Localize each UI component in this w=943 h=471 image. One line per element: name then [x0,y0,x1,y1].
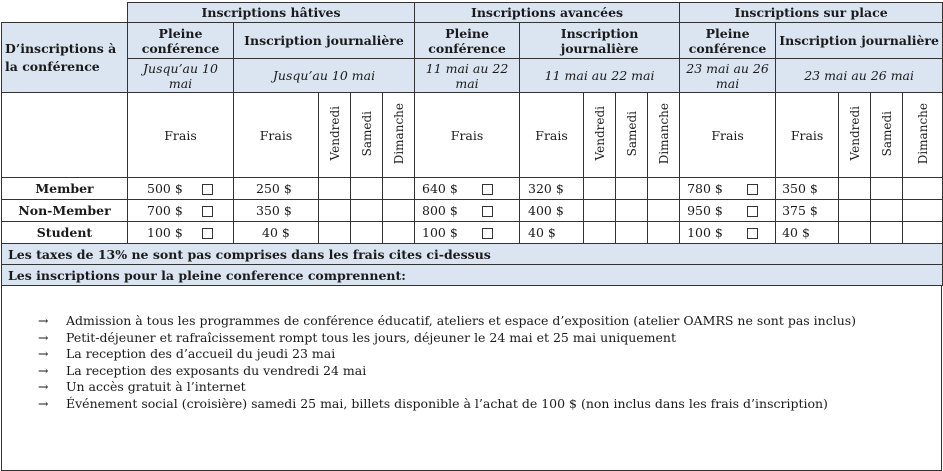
checkbox[interactable] [482,184,493,195]
price-cell: 780 $ [680,178,776,200]
list-item: → Admission à tous les programmes de conférence éducatif, ateliers et espace d’exposition (atelier OAMRS ne sont pas inclus) [38,313,857,328]
list-item: → Événement social (croisière) samedi 25 mai, billets disponible à l’achat de 100 $ (non inclus dans les frais d’inscription) [38,395,828,411]
day-date-onsite: 23 mai au 26 mai [776,59,943,93]
price-cell: 250 $ [234,178,319,200]
table-row [2,200,943,222]
day-cell[interactable] [351,178,383,200]
frais-header: Frais [776,93,839,178]
table-row [2,178,943,200]
day-header-friday: Vendredi [584,93,616,178]
day-cell[interactable] [351,222,383,244]
price-cell: 375 $ [776,200,839,222]
day-cell[interactable] [903,178,943,200]
day-cell[interactable] [648,178,680,200]
day-cell[interactable] [871,222,903,244]
day-date-advanced: 11 mai au 22 mai [520,59,680,93]
full-conference-label-early: Pleine conférence [128,23,234,59]
day-cell[interactable] [319,178,351,200]
price-cell: 40 $ [776,222,839,244]
checkbox[interactable] [747,184,758,195]
day-cell[interactable] [903,222,943,244]
arrow-right-icon: → [38,313,49,328]
list-item: → Un accès gratuit à l’internet [38,379,246,395]
price-cell: 950 $ [680,200,776,222]
group-title-onsite: Inscriptions sur place [680,3,943,23]
day-cell[interactable] [648,222,680,244]
checkbox[interactable] [747,206,758,217]
day-header-saturday: Samedi [351,93,383,178]
registration-fees-document [1,2,942,471]
full-conference-label-onsite: Pleine conférence [680,23,776,59]
full-date-advanced: 11 mai au 22 mai [415,59,520,93]
checkbox[interactable] [482,206,493,217]
day-cell[interactable] [616,178,648,200]
price-cell: 100 $ [415,222,520,244]
table-row [2,222,943,244]
day-registration-label-early: Inscription journalière [234,23,415,59]
includes-title: Les inscriptions pour la pleine conference comprennent: [2,265,943,286]
day-registration-label-onsite: Inscription journalière [776,23,943,59]
registration-fees-table [1,2,943,286]
day-header-sunday: Dimanche [903,93,943,178]
day-cell[interactable] [616,200,648,222]
arrow-right-icon: → [38,362,49,378]
list-item: → La reception des exposants du vendredi 24 mai [38,362,367,378]
tax-note: Les taxes de 13% ne sont pas comprises dans les frais cites ci-dessus [2,244,943,265]
day-cell[interactable] [903,200,943,222]
price-cell: 500 $ [128,178,234,200]
frais-header: Frais [520,93,584,178]
arrow-right-icon: → [38,346,49,362]
checkbox[interactable] [202,184,213,195]
day-cell[interactable] [839,200,871,222]
day-cell[interactable] [839,222,871,244]
day-cell[interactable] [383,178,415,200]
arrow-right-icon: → [38,395,49,411]
row-label-student: Student [2,222,128,244]
row-label-non-member: Non-Member [2,200,128,222]
day-header-saturday: Samedi [871,93,903,178]
day-header-friday: Vendredi [839,93,871,178]
price-cell: 800 $ [415,200,520,222]
day-cell[interactable] [871,178,903,200]
day-registration-label-advanced: Inscription journalière [520,23,680,59]
price-cell: 400 $ [520,200,584,222]
day-cell[interactable] [839,178,871,200]
day-cell[interactable] [383,200,415,222]
row-label-member: Member [2,178,128,200]
day-cell[interactable] [319,200,351,222]
day-cell[interactable] [871,200,903,222]
price-cell: 700 $ [128,200,234,222]
day-header-friday: Vendredi [319,93,351,178]
includes-list [38,313,941,413]
full-date-early: Jusqu’au 10 mai [128,59,234,93]
price-cell: 320 $ [520,178,584,200]
full-date-onsite: 23 mai au 26 mai [680,59,776,93]
day-date-early: Jusqu’au 10 mai [234,59,415,93]
day-cell[interactable] [584,178,616,200]
checkbox[interactable] [482,228,493,239]
group-title-early: Inscriptions hâtives [128,3,415,23]
frais-header: Frais [680,93,776,178]
day-header-sunday: Dimanche [383,93,415,178]
full-conference-label-advanced: Pleine conférence [415,23,520,59]
price-cell: 640 $ [415,178,520,200]
day-cell[interactable] [319,222,351,244]
checkbox[interactable] [202,228,213,239]
arrow-right-icon: → [38,329,49,345]
header-blank [2,93,128,178]
group-title-advanced: Inscriptions avancées [415,3,680,23]
day-header-saturday: Samedi [616,93,648,178]
day-cell[interactable] [584,222,616,244]
price-cell: 100 $ [680,222,776,244]
checkbox[interactable] [747,228,758,239]
price-cell: 350 $ [234,200,319,222]
price-cell: 40 $ [520,222,584,244]
frais-header: Frais [415,93,520,178]
day-header-sunday: Dimanche [648,93,680,178]
day-cell[interactable] [584,200,616,222]
checkbox[interactable] [202,206,213,217]
day-cell[interactable] [383,222,415,244]
day-cell[interactable] [351,200,383,222]
day-cell[interactable] [616,222,648,244]
list-item: → La reception des d’accueil du jeudi 23 mai [38,346,336,362]
day-cell[interactable] [648,200,680,222]
price-cell: 40 $ [234,222,319,244]
corner-blank [2,3,128,23]
includes-list-box [1,286,942,471]
arrow-right-icon: → [38,379,49,395]
list-item: → Petit-déjeuner et rafraîcissement rompt tous les jours, déjeuner le 24 mai et 25 mai uniquement [38,329,677,345]
corner-label: D’inscriptions à la conférence [2,23,128,93]
price-cell: 350 $ [776,178,839,200]
frais-header: Frais [128,93,234,178]
price-cell: 100 $ [128,222,234,244]
frais-header: Frais [234,93,319,178]
